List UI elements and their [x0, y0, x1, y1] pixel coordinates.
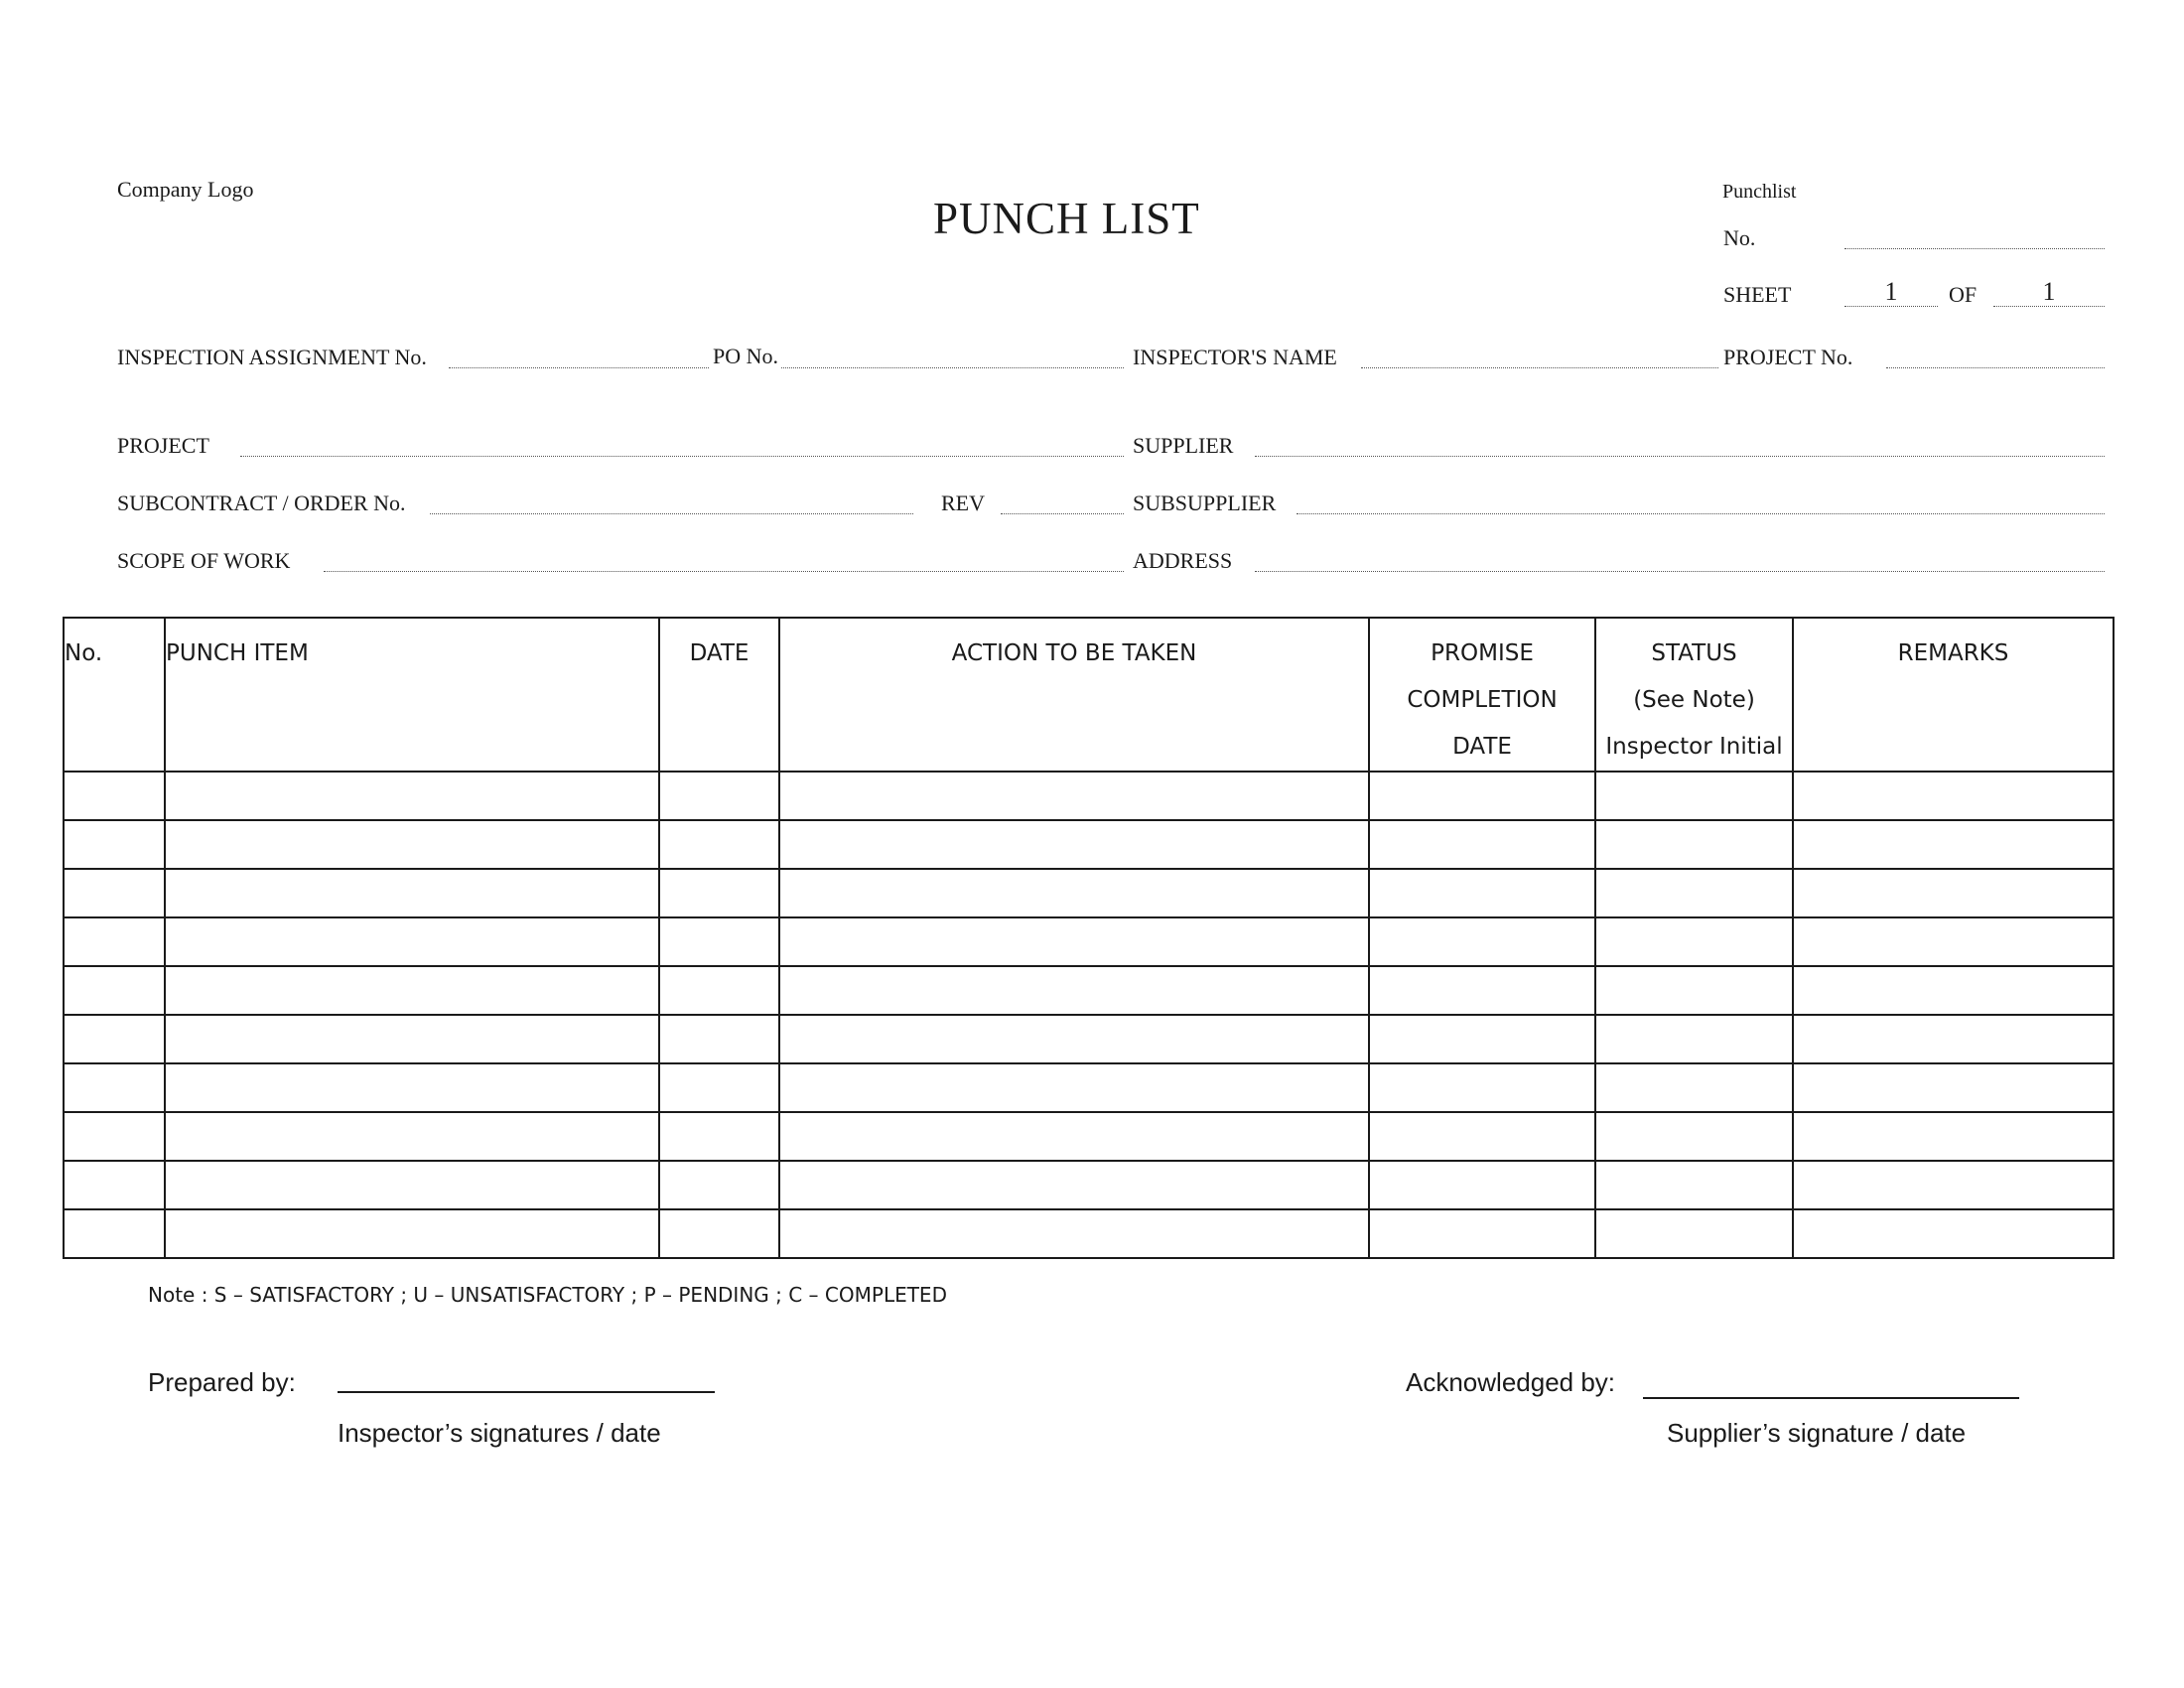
cell-punch-item[interactable] [165, 1015, 659, 1063]
cell-action[interactable] [779, 1015, 1369, 1063]
acknowledged-by-signature-line[interactable] [1643, 1397, 2019, 1399]
acknowledged-by-label: Acknowledged by: [1406, 1367, 1616, 1397]
prepared-by-signature-line[interactable] [338, 1391, 715, 1393]
table-row [64, 917, 2114, 966]
cell-completion-date[interactable] [1369, 966, 1595, 1015]
project-no-label: PROJECT No. [1723, 345, 1853, 369]
address-field[interactable] [1255, 571, 2105, 572]
header-line: REMARKS [1897, 640, 2009, 666]
cell-punch-item[interactable] [165, 1112, 659, 1161]
cell-completion-date[interactable] [1369, 1015, 1595, 1063]
cell-status[interactable] [1595, 1063, 1793, 1112]
cell-no[interactable] [64, 1161, 165, 1209]
cell-completion-date[interactable] [1369, 1209, 1595, 1258]
cell-remarks[interactable] [1793, 1161, 2114, 1209]
cell-completion-date[interactable] [1369, 1161, 1595, 1209]
cell-remarks[interactable] [1793, 772, 2114, 820]
cell-action[interactable] [779, 966, 1369, 1015]
punchlist-label: Punchlist [1722, 181, 1797, 203]
cell-action[interactable] [779, 1209, 1369, 1258]
project-label: PROJECT [117, 433, 209, 458]
sheet-label: SHEET [1723, 282, 1792, 307]
header-line: COMPLETION [1407, 687, 1558, 713]
cell-completion-date[interactable] [1369, 772, 1595, 820]
cell-completion-date[interactable] [1369, 869, 1595, 917]
cell-action[interactable] [779, 917, 1369, 966]
address-label: ADDRESS [1133, 548, 1233, 573]
cell-no[interactable] [64, 1063, 165, 1112]
header-no [64, 618, 165, 772]
cell-punch-item[interactable] [165, 820, 659, 869]
punchlist-no-field[interactable] [1844, 248, 2105, 249]
sheet-field-line [1844, 306, 1938, 307]
header-status [1595, 618, 1793, 772]
cell-remarks[interactable] [1793, 1112, 2114, 1161]
scope-of-work-field[interactable] [324, 571, 1124, 572]
rev-field[interactable] [1001, 513, 1124, 514]
supplier-signature-caption: Supplier’s signature / date [1667, 1418, 1967, 1448]
supplier-label: SUPPLIER [1133, 433, 1234, 458]
cell-status[interactable] [1595, 1161, 1793, 1209]
punch-list-table [63, 617, 2115, 1259]
prepared-by-label: Prepared by: [148, 1367, 296, 1397]
of-value[interactable]: 1 [2042, 277, 2056, 306]
po-no-label: PO No. [710, 344, 781, 369]
header-action-to-be-taken [779, 618, 1369, 772]
header-line: DATE [1452, 734, 1512, 760]
table-header-row [64, 618, 2114, 772]
cell-punch-item[interactable] [165, 1161, 659, 1209]
subsupplier-field[interactable] [1297, 513, 2105, 514]
sheet-value[interactable]: 1 [1884, 277, 1898, 306]
cell-status[interactable] [1595, 1015, 1793, 1063]
cell-no[interactable] [64, 820, 165, 869]
table-row [64, 1112, 2114, 1161]
cell-completion-date[interactable] [1369, 820, 1595, 869]
table-row [64, 820, 2114, 869]
cell-remarks[interactable] [1793, 1209, 2114, 1258]
cell-status[interactable] [1595, 869, 1793, 917]
cell-date[interactable] [659, 1112, 779, 1161]
cell-no[interactable] [64, 869, 165, 917]
inspection-assignment-field[interactable] [449, 367, 1124, 368]
cell-completion-date[interactable] [1369, 917, 1595, 966]
cell-no[interactable] [64, 772, 165, 820]
subcontract-field[interactable] [430, 513, 913, 514]
table-body [64, 772, 2114, 1258]
table-row [64, 1063, 2114, 1112]
header-punch-item [165, 618, 659, 772]
cell-date[interactable] [659, 917, 779, 966]
cell-no[interactable] [64, 1112, 165, 1161]
supplier-field[interactable] [1255, 456, 2105, 457]
page-title: PUNCH LIST [933, 194, 1200, 243]
table-row [64, 1015, 2114, 1063]
cell-no[interactable] [64, 1209, 165, 1258]
cell-status[interactable] [1595, 772, 1793, 820]
company-logo-placeholder: Company Logo [117, 177, 254, 202]
header-promise-completion-date [1369, 618, 1595, 772]
header-line: No. [65, 640, 103, 666]
header-line: DATE [689, 640, 750, 666]
table-row [64, 772, 2114, 820]
header-line: PUNCH ITEM [166, 640, 309, 666]
cell-status[interactable] [1595, 917, 1793, 966]
cell-punch-item[interactable] [165, 917, 659, 966]
inspector-name-label: INSPECTOR'S NAME [1133, 345, 1337, 369]
cell-date[interactable] [659, 1063, 779, 1112]
cell-no[interactable] [64, 917, 165, 966]
header-date [659, 618, 779, 772]
table-row [64, 869, 2114, 917]
scope-of-work-label: SCOPE OF WORK [117, 548, 291, 573]
subcontract-label: SUBCONTRACT / ORDER No. [117, 491, 406, 515]
cell-status[interactable] [1595, 820, 1793, 869]
cell-action[interactable] [779, 772, 1369, 820]
cell-completion-date[interactable] [1369, 1063, 1595, 1112]
inspection-assignment-label: INSPECTION ASSIGNMENT No. [117, 345, 427, 369]
cell-action[interactable] [779, 1161, 1369, 1209]
cell-action[interactable] [779, 820, 1369, 869]
cell-completion-date[interactable] [1369, 1112, 1595, 1161]
status-note: Note : S – SATISFACTORY ; U – UNSATISFACTORY ; P – PENDING ; C – COMPLETED [148, 1283, 947, 1307]
subsupplier-label: SUBSUPPLIER [1133, 491, 1277, 515]
cell-remarks[interactable] [1793, 917, 2114, 966]
cell-date[interactable] [659, 1015, 779, 1063]
header-line: ACTION TO BE TAKEN [951, 640, 1197, 666]
header-line: Inspector Initial [1605, 734, 1783, 760]
cell-punch-item[interactable] [165, 1209, 659, 1258]
cell-date[interactable] [659, 820, 779, 869]
table-row [64, 1209, 2114, 1258]
cell-date[interactable] [659, 869, 779, 917]
cell-date[interactable] [659, 966, 779, 1015]
cell-punch-item[interactable] [165, 869, 659, 917]
header-remarks [1793, 618, 2114, 772]
project-no-field[interactable] [1886, 367, 2105, 368]
cell-remarks[interactable] [1793, 820, 2114, 869]
rev-label: REV [941, 491, 985, 515]
inspector-signature-caption: Inspector’s signatures / date [338, 1418, 661, 1448]
cell-no[interactable] [64, 1015, 165, 1063]
cell-date[interactable] [659, 1161, 779, 1209]
project-field[interactable] [240, 456, 1124, 457]
cell-date[interactable] [659, 1209, 779, 1258]
cell-action[interactable] [779, 1112, 1369, 1161]
cell-action[interactable] [779, 1063, 1369, 1112]
cell-remarks[interactable] [1793, 966, 2114, 1015]
header-line: PROMISE [1431, 640, 1534, 666]
cell-punch-item[interactable] [165, 772, 659, 820]
cell-remarks[interactable] [1793, 869, 2114, 917]
inspector-name-field[interactable] [1361, 367, 1718, 368]
cell-status[interactable] [1595, 1112, 1793, 1161]
cell-status[interactable] [1595, 1209, 1793, 1258]
of-field-line [1993, 306, 2105, 307]
cell-remarks[interactable] [1793, 1015, 2114, 1063]
cell-punch-item[interactable] [165, 966, 659, 1015]
cell-remarks[interactable] [1793, 1063, 2114, 1112]
cell-date[interactable] [659, 772, 779, 820]
cell-punch-item[interactable] [165, 1063, 659, 1112]
cell-action[interactable] [779, 869, 1369, 917]
table-row [64, 966, 2114, 1015]
header-line: STATUS [1651, 640, 1737, 666]
cell-no[interactable] [64, 966, 165, 1015]
of-label: OF [1949, 282, 1978, 307]
table-row [64, 1161, 2114, 1209]
header-line: (See Note) [1633, 687, 1755, 713]
cell-status[interactable] [1595, 966, 1793, 1015]
punchlist-no-label: No. [1723, 225, 1756, 250]
